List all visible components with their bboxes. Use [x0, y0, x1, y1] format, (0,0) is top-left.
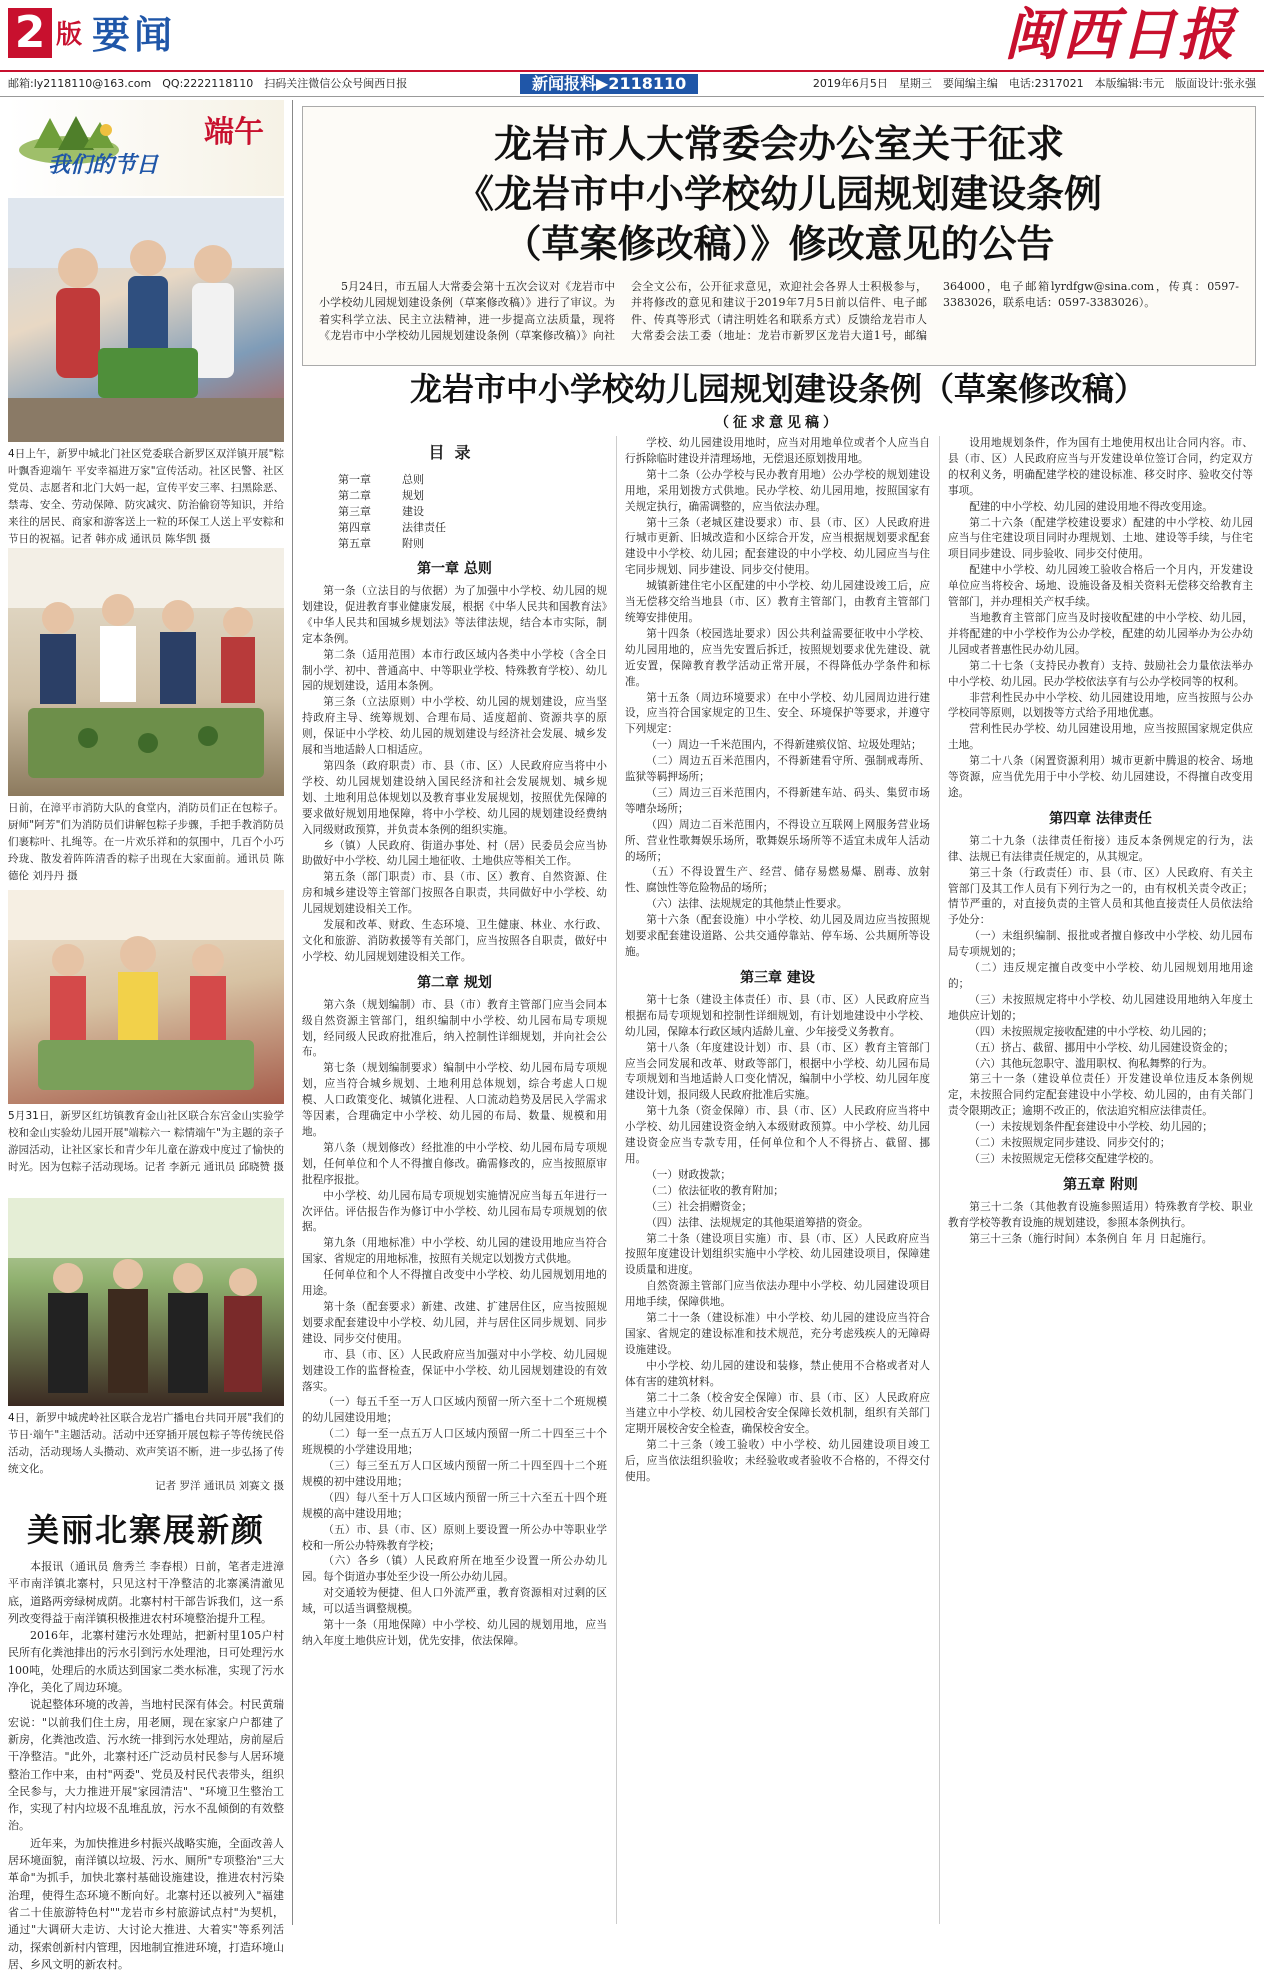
article-clause: 非营利性民办中小学校、幼儿园建设用地，应当按照与公办学校同等原则，以划拨等方式给予用地优惠。: [948, 691, 1253, 720]
article-clause: 第十条（配套要求）新建、改建、扩建居住区，应当按照规划要求配套建设中小学校、幼儿园，并与居住区同步规划、同步建设、同步交付使用。: [302, 1300, 607, 1345]
article-clause: （三）每三至五万人口区域内预留一所二十四至四十二个班规模的初中建设用地；: [302, 1460, 607, 1488]
article-clause: 第二十六条（配建学校建设要求）配建的中小学校、幼儿园应当与住宅建设项目同时办理规划、土地、建设等手续，与住宅项目同步建设、同步验收、同步交付使用。: [948, 516, 1253, 561]
photo-hanfu-ceremony: [8, 1198, 284, 1406]
article-clause: （六）法律、法规规定的其他禁止性要求。: [646, 898, 848, 911]
article-clause: 第十二条（公办学校与民办教育用地）公办学校的规划建设用地，采用划拨方式供地。民办学校、幼儿园用地，按照国家有关规定执行，确需调整的，应当依法办理。: [625, 468, 930, 513]
notice-body: [319, 279, 1239, 359]
photo-caption: 4日，新罗中城虎岭社区联合龙岩广播电台共同开展"我们的节日·端午"主题活动。活动中还穿插开展包粽子等传统民俗活动，活动现场人头攒动、欢声笑语不断，进一步弘扬了传统文化。: [8, 1412, 284, 1475]
article-clause: 第四条（政府职责）市、县（市、区）人民政府应当将中小学校、幼儿园规划建设纳入国民经济和社会发展规划、城乡规划、土地利用总体规划以及教育事业发展规划，按照优先保障的要求做好规划用地保障，将中小学校、幼儿园的规划建设经费纳入同级财政预算，并负责本条例的组织实施。: [302, 759, 607, 836]
regulation-title: 龙岩市中小学校幼儿园规划建设条例（草案修改稿）: [409, 370, 1146, 408]
article-clause: 第二十条（建设项目实施）市、县（市、区）人民政府应当按照年度建设计划组织实施中小学校、幼儿园建设项目，保障建设质量和进度。: [625, 1232, 930, 1277]
article-clause: 第二十三条（竣工验收）中小学校、幼儿园建设项目竣工后，应当依法组织验收；未经验收或者验收不合格的，不得交付使用。: [625, 1439, 930, 1484]
toc-name: 规划: [402, 489, 424, 502]
people-illustration: [8, 890, 284, 1104]
col2-content: [625, 436, 930, 1486]
newspaper-logo: 闽西日报: [1004, 2, 1236, 68]
article-clause: 第一条（立法目的与依据）为了加强中小学校、幼儿园的规划建设，促进教育事业健康发展，根据《中华人民共和国教育法》《中华人民共和国城乡规划法》等法律法规，结合本市实际，制定本条例。: [302, 585, 607, 645]
toc-item: [302, 488, 607, 504]
article-clause: （五）市、县（市、区）原则上要设置一所公办中等职业学校和一所公办特殊教育学校；: [302, 1523, 607, 1552]
article-clause: 第十五条（周边环境要求）在中小学校、幼儿园周边进行建设，应当符合国家规定的卫生、安全、环境保护等要求，并遵守下列规定：: [625, 691, 930, 736]
article-clause: （三）未按照规定将中小学校、幼儿园建设用地纳入年度土地供应计划的；: [948, 993, 1253, 1022]
article-clause: 第十四条（校园选址要求）因公共利益需要征收中小学校、幼儿园用地的，应当先安置后拆迁，按照规划要求优先建设、就近安置，保障教育教学活动正常开展，不得降低办学条件和标准。: [625, 627, 930, 688]
chapter-heading: 第五章 附则: [1063, 1176, 1138, 1193]
article-clause: 自然资源主管部门应当依法办理中小学校、幼儿园建设项目用地手续，保障供地。: [625, 1280, 930, 1309]
page-number: 2: [8, 8, 52, 58]
article-clause: （五）不得设置生产、经营、储存易燃易爆、剧毒、放射性、腐蚀性等危险物品的场所；: [625, 866, 930, 895]
article-paragraph: 近年来，为加快推进乡村振兴战略实施，全面改善人居环境面貌，南洋镇以垃圾、污水、厕所"专项整治"三大革命"为抓手，加快北寨村基础设施建设，推进农村污染治理，使得生态环境不断向好。北寨村还以被列入"福建省二十佳旅游特色村""龙岩市乡村旅游试点村"为契机，通过"大调研大走访、大讨论大推进、大着实"等系列活动，探索创新村内管理，因地制宜推进环境，打造环境山居、乡风文明的新农村。: [8, 1836, 284, 1971]
article-clause: （二）违反规定擅自改变中小学校、幼儿园规划用地用途的；: [948, 962, 1253, 990]
article-clause: 第十三条（老城区建设要求）市、县（市、区）人民政府进行城市更新、旧城改造和小区综合开发，应当根据规划要求配套建设中小学校、幼儿园；配套建设的中小学校、幼儿园应当与住宅同步规划、同步建设、同步交付使用。: [625, 516, 930, 577]
article-clause: 第二十八条（闲置资源利用）城市更新中腾退的校舍、场地等资源，应当优先用于中小学校、幼儿园建设，不得擅自改变用途。: [948, 755, 1253, 799]
article-clause: 发展和改革、财政、生态环境、卫生健康、林业、水行政、文化和旅游、消防救援等有关部门，应当按照各自职责，做好中小学校、幼儿园规划建设相关工作。: [302, 919, 607, 963]
article-paragraph: 说起整体环境的改善，当地村民深有体会。村民黄瑞宏说："以前我们住土房，用老厕，现在家家户户都建了新房，化粪池改造、污水统一排到污水处理站，房前屋后干净整洁。"此外，北寨村还广泛动员村民参与人居环境整治工作中来，由村"两委"、党员及村民代表带头，组织全民参与，大力推进开展"家园清洁"、"环境卫生整治工作，实现了村内垃圾不乱堆乱放，污水不乱倾倒的有效整治。: [8, 1698, 284, 1833]
photo-community-event: [8, 198, 284, 442]
toc-chapter: 第三章: [338, 505, 371, 518]
photo-caption: 日前，在漳平市消防大队的食堂内，消防员们正在包粽子。厨师"阿芳"们为消防员们讲解包粽子步骤，手把手教消防员们裹粽叶、扎绳等。在一片欢乐祥和的氛围中，几百个小巧玲珑、散发着阵阵清香的粽子出现在大家面前。通讯员 陈德伦 刘丹丹 摄: [8, 802, 284, 882]
article-clause: 第二十二条（校舍安全保障）市、县（市、区）人民政府应当建立中小学校、幼儿园校舍安全保障长效机制，组织有关部门定期开展校舍安全检查，确保校舍安全。: [625, 1391, 930, 1436]
news-hotline: 新闻报料▶2118110: [520, 74, 698, 94]
article-clause: 第三条（立法原则）中小学校、幼儿园的规划建设，应当坚持政府主导、统筹规划、合理布局、适度超前、资源共享的原则，保证中小学校、幼儿园的规划建设与经济社会发展、城乡发展和当地适龄人口相适应。: [302, 696, 607, 757]
article-clause: 第三十二条（其他教育设施参照适用）特殊教育学校、职业教育学校等教育设施的规划建设，参照本条例执行。: [948, 1200, 1253, 1229]
article-clause: 第二十七条（支持民办教育）支持、鼓励社会力量依法举办中小学校、幼儿园。民办学校依法享有与公办学校同等的权利。: [948, 659, 1253, 688]
article-clause: （六）各乡（镇）人民政府所在地至少设置一所公办幼儿园。每个街道办事处至少设一所公办幼儿园。: [302, 1555, 607, 1584]
article-clause: 中小学校、幼儿园的建设和装修，禁止使用不合格或者对人体有害的建筑材料。: [625, 1359, 930, 1388]
article-clause: （一）未组织编制、报批或者擅自修改中小学校、幼儿园布局专项规划的；: [948, 930, 1253, 959]
article-clause: （二）依法征收的教育附加；: [646, 1184, 784, 1197]
article-clause: （一）财政拨款；: [646, 1168, 731, 1181]
article-clause: 第六条（规划编制）市、县（市）教育主管部门应当会同本级自然资源主管部门，组织编制中小学校、幼儿园布局专项规划，经同级人民政府批准后，纳入控制性详细规划，并向社会公布。: [302, 998, 607, 1059]
notice-paragraph: 5月24日，市五届人大常委会第十五次会议对《龙岩市中小学校幼儿园规划建设条例（草案修改稿）》进行了审议。为着实科学立法、民主立法精神，进一步提高立法质量，现将《龙岩市中小学校幼儿园规划建设条例（草案修改稿）》向社会全文公布，公开征求意见，欢迎社会各界人士积极参与，并将修改的意见和建议于2019年7月5日前以信件、电子邮件、传真等形式（请注明姓名和联系方式）反馈给龙岩市人大常委会法工委（地址：龙岩市新罗区龙岩大道1号，邮编364000，电子邮箱lyrdfgw@sina.com，传真：0597-3383026，联系电话：0597-3383026）。: [319, 280, 1239, 342]
article-clause: 第十八条（年度建设计划）市、县（市、区）教育主管部门应当会同发展和改革、财政等部门，根据中小学校、幼儿园布局专项规划和当地适龄人口变化情况，编制中小学校、幼儿园年度建设计划，报同级人民政府批准后实施。: [625, 1041, 930, 1102]
column-divider: [292, 100, 293, 1925]
toc-chapter: 第一章: [338, 473, 371, 486]
article-clause: 城镇新建住宅小区配建的中小学校、幼儿园建设竣工后，应当无偿移交给当地县（市、区）教育主管部门，由教育主管部门统筹安排使用。: [625, 580, 930, 624]
column-divider: [616, 436, 617, 1924]
article-clause: （一）周边一千米范围内，不得新建殡仪馆、垃圾处理站；: [646, 739, 922, 752]
contact-info: 邮箱:ly2118110@163.com QQ:2222118110 扫码关注微信公众号闽西日报: [8, 77, 408, 90]
banner-text: 我们的节日: [48, 153, 159, 178]
toc-chapter: 第二章: [338, 489, 371, 502]
info-bar: [0, 70, 1264, 97]
article-clause: 对交通较为便捷、但人口外流严重，教育资源相对过剩的区域，可以适当调整规模。: [302, 1587, 607, 1616]
toc-item: [302, 504, 607, 520]
people-illustration: [8, 198, 284, 442]
article-clause: （二）每一至一点五万人口区域内预留一所二十四至三十个班规模的小学建设用地；: [302, 1428, 607, 1457]
regulation-subtitle: （征求意见稿）: [715, 415, 841, 431]
article-clause: 第三十三条（施行时间）本条例自 年 月 日起施行。: [969, 1232, 1213, 1245]
regulation-column-1: [302, 436, 607, 1924]
notice-box: [302, 106, 1256, 366]
article-body: [8, 1558, 284, 1971]
chapter-heading: 第三章 建设: [740, 969, 815, 986]
toc-name: 建设: [402, 505, 424, 518]
left-column: [8, 100, 284, 1971]
article-clause: （二）周边五百米范围内，不得新建看守所、强制戒毒所、监狱等羁押场所；: [625, 755, 930, 784]
article-clause: （四）未按照规定接收配建的中小学校、幼儿园的；: [969, 1025, 1213, 1038]
col3-content: [948, 436, 1253, 1248]
article-clause: （六）其他玩忽职守、滥用职权、徇私舞弊的行为。: [969, 1057, 1213, 1070]
article-clause: 市、县（市、区）人民政府应当加强对中小学校、幼儿园规划建设工作的监督检查，保证中小学校、幼儿园规划建设的有效落实。: [302, 1348, 607, 1393]
article-title: 美丽北寨展新颜: [26, 1511, 265, 1549]
chapter-heading: 第二章 规划: [417, 974, 492, 991]
article-clause: 乡（镇）人民政府、街道办事处、村（居）民委员会应当协助做好中小学校、幼儿园土地征收、土地供应等相关工作。: [302, 839, 607, 868]
article-clause: （四）法律、法规规定的其他渠道筹措的资金。: [646, 1216, 869, 1229]
chapter-heading: 第一章 总则: [417, 561, 492, 577]
article-clause: （五）挤占、截留、挪用中小学校、幼儿园建设资金的；: [969, 1041, 1235, 1054]
article-clause: 第十七条（建设主体责任）市、县（市、区）人民政府应当根据布局专项规划和控制性详细规划，有计划地建设中小学校、幼儿园，保障本行政区域内适龄儿童、少年接受义务教育。: [625, 993, 930, 1038]
article-clause: 任何单位和个人不得擅自改变中小学校、幼儿园规划用地的用途。: [302, 1269, 607, 1298]
article-clause: （一）每五千至一万人口区域内预留一所六至十二个班规模的幼儿园建设用地；: [302, 1396, 607, 1425]
article-clause: 第十九条（资金保障）市、县（市、区）人民政府应当将中小学校、幼儿园建设资金纳入本级财政预算。中小学校、幼儿园建设资金应当专款专用，任何单位和个人不得挤占、截留、挪用。: [625, 1105, 930, 1165]
notice-title-line3: （草案修改稿）》修改意见的公告: [503, 222, 1055, 266]
article-clause: （二）未按照规定同步建设、同步交付的；: [969, 1137, 1171, 1150]
photo-firefighters: [8, 548, 284, 796]
page-suffix: 版: [56, 20, 83, 50]
regulation-body: [302, 436, 1254, 1924]
article-clause: 第二十一条（建设标准）中小学校、幼儿园的建设应当符合国家、省规定的建设标准和技术规范，充分考虑残疾人的无障碍设施建设。: [625, 1312, 930, 1356]
article-clause: 第三十一条（建设单位责任）开发建设单位违反本条例规定，未按照合同约定配套建设中小学校、幼儿园的，由有关部门责令限期改正；逾期不改正的，依法追究相应法律责任。: [948, 1073, 1253, 1118]
banner-festival: 端午: [204, 115, 264, 150]
article-clause: 第八条（规划修改）经批准的中小学校、幼儿园布局专项规划，任何单位和个人不得擅自修改。确需修改的，应当按照原审批程序报批。: [302, 1141, 607, 1186]
people-illustration: [8, 548, 284, 796]
article-clause: （四）周边二百米范围内，不得设立互联网上网服务营业场所、营业性歌舞娱乐场所，歌舞娱乐场所等不适宜未成年人活动的场所；: [625, 818, 930, 863]
article-clause: （三）社会捐赠资金；: [646, 1200, 753, 1213]
article-clause: 营利性民办学校、幼儿园建设用地，应当按照国家规定供应土地。: [948, 723, 1253, 752]
section-title: 要闻: [92, 13, 177, 57]
article-paragraph: 本报讯（通讯员 詹秀兰 李春根）日前，笔者走进漳平市南洋镇北寨村，只见这村干净整洁的北寨溪清澈见底，道路两旁绿树成荫。北寨村村干部告诉我们，这一系列改变得益于南洋镇积极推进农村环境整治提升工程。: [8, 1560, 284, 1625]
article-clause: 学校、幼儿园建设用地时，应当对用地单位或者个人应当自行拆除临时建设并清理场地，无偿退还原划拨用地。: [625, 437, 930, 465]
regulation-column-3: [948, 436, 1253, 1924]
toc-name: 附则: [402, 537, 424, 550]
photo-credit: 记者 罗洋 通讯员 刘赛文 摄: [155, 1480, 284, 1492]
article-clause: 第七条（规划编制要求）编制中小学校、幼儿园布局专项规划，应当符合城乡规划、土地利用总体规划，综合考虑人口规模、人口政策变化、城镇化进程、人口流动趋势及居民入学需求等因素，合理确定中小学校、幼儿园的布局、数量、规模和用地。: [302, 1062, 607, 1138]
article-clause: 第二十九条（法律责任衔接）违反本条例规定的行为，法律、法规已有法律责任规定的，从其规定。: [948, 834, 1253, 863]
photo-kids-activity: [8, 890, 284, 1104]
chapter-heading: 第四章 法律责任: [1049, 810, 1152, 827]
photo-caption: 4日上午，新罗中城北门社区党委联合新罗区双洋镇开展"粽叶飘香迎端午 平安幸福进万家"宣传活动。社区民警、社区党员、志愿者和北门大妈一起，宣传平安三率、扫黑除恶、禁毒、安全、劳动保障、防灾减灾、防治偷窃等知识，并给来往的居民、商家和游客送上一粒的环保工人送上平安粽和节日的祝福。记者 韩亦成 通讯员 陈华凯 摄: [8, 448, 284, 545]
toc-title: 目录: [428, 443, 481, 462]
article-clause: 当地教育主管部门应当及时接收配建的中小学校、幼儿园，并将配建的中小学校作为公办学校，配建的幼儿园举办为公办幼儿园或者普惠性民办幼儿园。: [948, 611, 1253, 656]
article-clause: 第十六条（配套设施）中小学校、幼儿园及周边应当按照规划要求配套建设道路、公共交通停靠站、停车场、公共厕所等设施。: [625, 914, 930, 958]
article-clause: 第九条（用地标准）中小学校、幼儿园的建设用地应当符合国家、省规定的用地标准，按照有关规定以划拨方式供地。: [302, 1237, 607, 1266]
article-clause: （三）周边三百米范围内，不得新建车站、码头、集贸市场等嘈杂场所；: [625, 786, 930, 815]
article-clause: 第五条（部门职责）市、县（市、区）教育、自然资源、住房和城乡建设等主管部门按照各自职责，共同做好中小学校、幼儿园规划建设相关工作。: [302, 871, 607, 916]
notice-title-line2: 《龙岩市中小学校幼儿园规划建设条例: [455, 172, 1102, 216]
toc-item: [302, 472, 607, 488]
regulation-column-2: [625, 436, 930, 1924]
article-clause: 第十一条（用地保障）中小学校、幼儿园的规划用地，应当纳入年度土地供应计划，优先安排，依法保障。: [302, 1619, 607, 1647]
toc-name: 总则: [402, 473, 424, 486]
toc-name: 法律责任: [402, 521, 446, 534]
notice-title-line1: 龙岩市人大常委会办公室关于征求: [493, 122, 1064, 166]
people-illustration: [8, 1198, 284, 1406]
article-clause: （三）未按照规定无偿移交配建学校的。: [969, 1152, 1160, 1165]
article-clause: 设用地规划条件，作为国有土地使用权出让合同内容。市、县（市、区）人民政府应当与开发建设单位签订合同，约定双方的权利义务，明确配建学校的建设标准、移交时序、验收交付等事项。: [948, 437, 1253, 497]
article-clause: 第三十条（行政责任）市、县（市、区）人民政府、有关主管部门及其工作人员有下列行为之一的，由有权机关责令改正；情节严重的，对直接负责的主管人员和其他直接责任人员依法给予处分：: [948, 866, 1253, 927]
col1-content: [302, 560, 607, 1650]
article-clause: 中小学校、幼儿园布局专项规划实施情况应当每五年进行一次评估。评估报告作为修订中小学校、幼儿园布局专项规划的依据。: [302, 1189, 607, 1234]
toc-chapter: 第五章: [338, 537, 371, 550]
toc-item: [302, 520, 607, 536]
column-divider: [939, 436, 940, 1924]
toc-item: [302, 536, 607, 552]
festival-banner: [8, 100, 284, 196]
article-clause: （四）每八至十万人口区域内预留一所三十六至五十四个班规模的高中建设用地；: [302, 1491, 607, 1520]
article-clause: （一）未按规划条件配套建设中小学校、幼儿园的；: [969, 1121, 1213, 1134]
photo-caption: 5月31日，新罗区红坊镇教育金山社区联合东宫金山实验学校和金山实验幼儿园开展"端粽六一 粽情端午"为主题的亲子游园活动，让社区家长和青少年儿童在游戏中度过了愉快的时光。因为包粽子活动现场。记者 李新元 通讯员 邱晓赞 摄: [8, 1110, 284, 1173]
article-clause: 第二条（适用范围）本市行政区域内各类中小学校（含全日制小学、初中、普通高中、中等职业学校、特殊教育学校）、幼儿园的规划建设，适用本条例。: [302, 648, 607, 693]
issue-meta: 2019年6月5日 星期三 要闻编主编 电话:2317021 本版编辑:韦元 版面设计:张永强: [812, 77, 1256, 90]
toc-chapter: 第四章: [338, 521, 371, 534]
article-paragraph: 2016年，北寨村建污水处理站，把新村里105户村民所有化粪池排出的污水引到污水处理池，日可处理污水100吨，处理后的水质达到国家二类水标准，实现了污水净化，美化了周边环境。: [8, 1629, 284, 1695]
masthead: [0, 0, 1264, 68]
article-clause: 配建的中小学校、幼儿园的建设用地不得改变用途。: [969, 500, 1213, 513]
article-clause: 配建中小学校、幼儿园竣工验收合格后一个月内，开发建设单位应当将校舍、场地、设施设备及相关资料无偿移交给教育主管部门，并办理相关产权手续。: [948, 564, 1253, 609]
